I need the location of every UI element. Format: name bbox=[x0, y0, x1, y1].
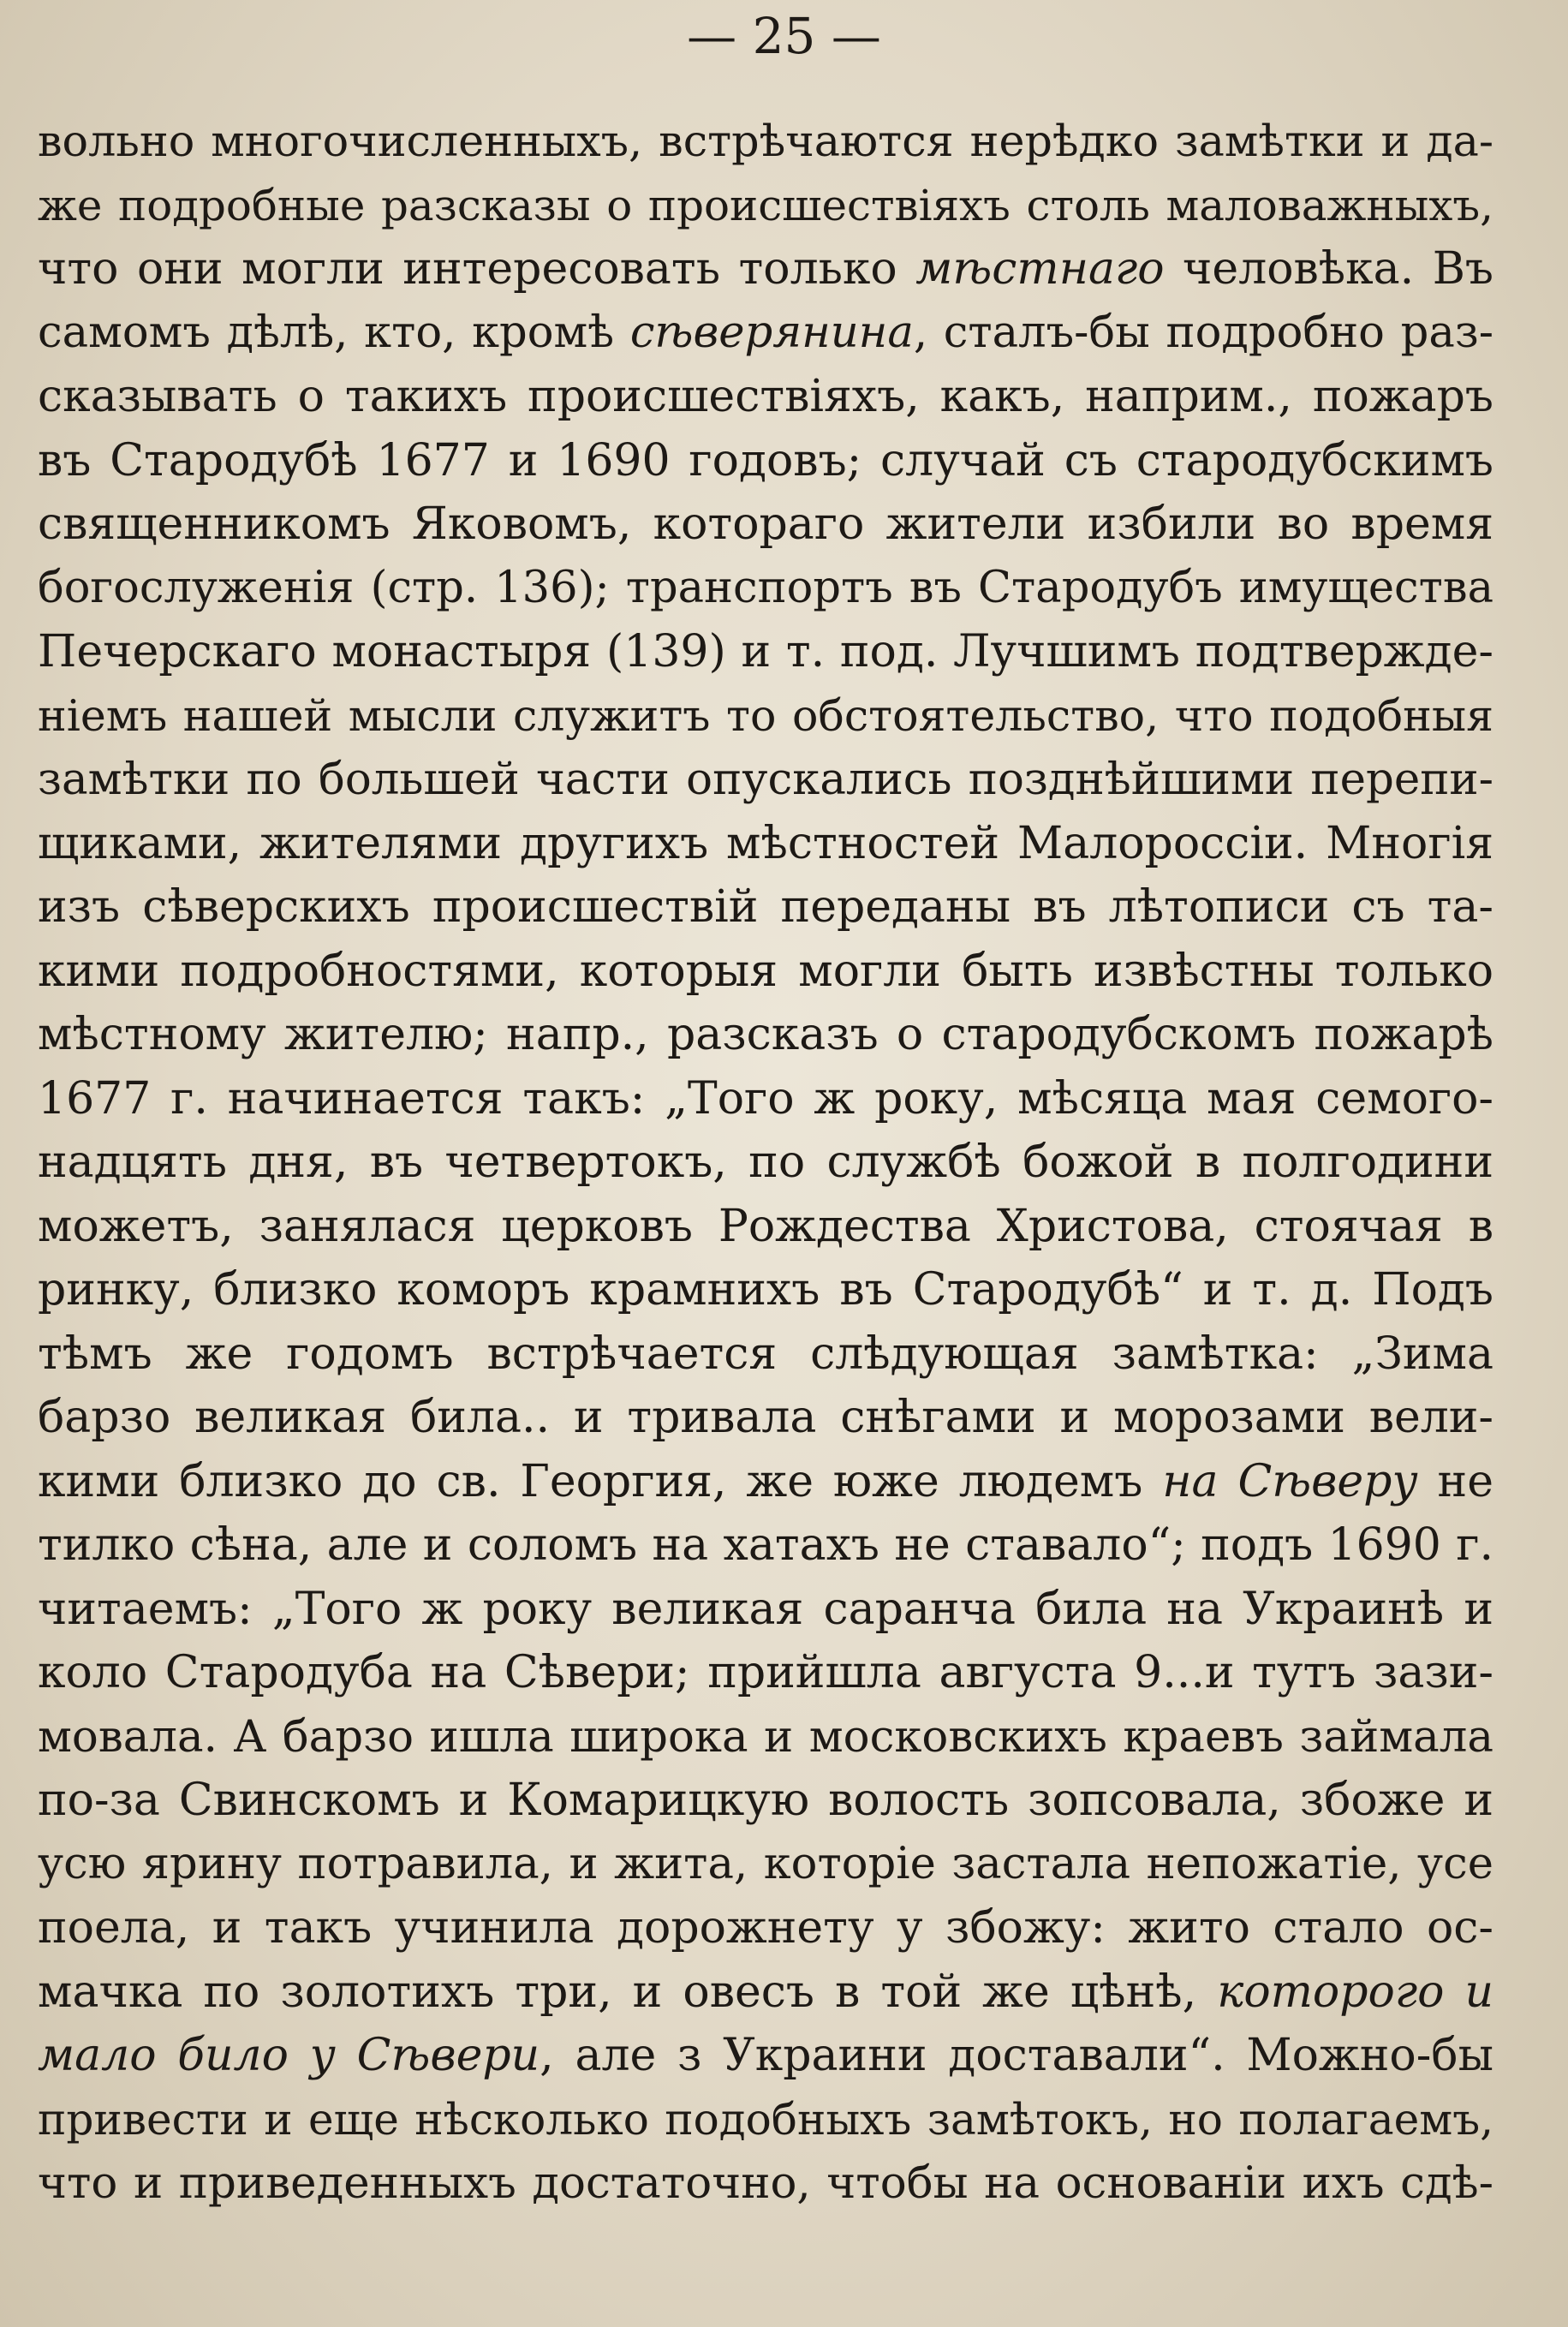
text-run: кими подробностями, которыя могли быть извѣстны только bbox=[38, 945, 1493, 997]
text-run: по-за Свинскомъ и Комарицкую волость зопсовала, збоже и bbox=[38, 1775, 1493, 1826]
text-line bbox=[38, 1386, 1493, 1450]
text-line bbox=[38, 1258, 1493, 1322]
text-line bbox=[38, 174, 1493, 238]
text-line bbox=[38, 557, 1493, 621]
text-run: вольно многочисленныхъ, встрѣчаются нерѣдко замѣтки и да- bbox=[38, 116, 1493, 166]
text-line bbox=[38, 2151, 1493, 2216]
text-run: человѣка. Въ bbox=[1164, 243, 1494, 295]
text-line bbox=[38, 2024, 1493, 2088]
text-run: самомъ дѣлѣ, кто, кромѣ bbox=[38, 307, 630, 358]
text-run: 1677 г. начинается такъ: „Того ж року, мѣсяца мая семого- bbox=[38, 1072, 1493, 1125]
text-run: усю ярину потравила, и жита, которіе застала непожатіе, усе bbox=[38, 1838, 1493, 1889]
text-run: же подробные разсказы о происшествіяхъ столь маловажныхъ, bbox=[38, 180, 1493, 230]
text-run: богослуженія (стр. 136); транспортъ въ Стародубъ имущества bbox=[38, 562, 1493, 613]
text-run: изъ сѣверскихъ происшествій переданы въ лѣтописи съ та- bbox=[38, 881, 1493, 933]
text-line bbox=[38, 110, 1493, 174]
italic-text: мало било у Сѣвери bbox=[38, 2030, 540, 2081]
text-line bbox=[38, 1322, 1493, 1387]
page-number-dash-right: — bbox=[815, 7, 881, 65]
text-line bbox=[38, 875, 1493, 940]
text-run: мачка по золотихъ три, и овесъ в той же цѣнѣ, bbox=[38, 1966, 1218, 2018]
text-run: въ Стародубѣ 1677 и 1690 годовъ; случай съ стародубскимъ bbox=[38, 434, 1493, 486]
text-run: ніемъ нашей мысли служитъ то обстоятельство, что подобныя bbox=[38, 689, 1493, 741]
text-run: щиками, жителями другихъ мѣстностей Малороссіи. Многія bbox=[38, 817, 1493, 869]
text-line bbox=[38, 1067, 1493, 1131]
text-run: кими близко до св. Георгия, же юже людемъ bbox=[38, 1455, 1163, 1507]
text-line bbox=[38, 1195, 1493, 1259]
text-line bbox=[38, 1513, 1493, 1578]
text-line bbox=[38, 1003, 1493, 1067]
text-run: надцять дня, въ четвертокъ, по службѣ божой в полгодини bbox=[38, 1137, 1493, 1188]
text-run: коло Стародуба на Сѣвери; прийшла августа 9...и тутъ зази- bbox=[38, 1647, 1493, 1698]
body-text bbox=[38, 110, 1493, 2216]
text-line bbox=[38, 748, 1493, 812]
text-line bbox=[38, 1578, 1493, 1642]
text-line bbox=[38, 1131, 1493, 1195]
text-run: можетъ, занялася церковъ Рождества Христова, стоячая в bbox=[38, 1200, 1493, 1252]
text-run: не bbox=[1417, 1455, 1493, 1507]
page-number-value: 25 bbox=[752, 7, 816, 65]
page-number-dash-left: — bbox=[687, 7, 753, 65]
text-run: привести и еще нѣсколько подобныхъ замѣтокъ, но полагаемъ, bbox=[38, 2094, 1493, 2145]
text-run: ринку, близко коморъ крамнихъ въ Стародубѣ“ и т. д. Подъ bbox=[38, 1264, 1493, 1316]
text-run: , сталъ-бы подробно раз- bbox=[913, 307, 1493, 358]
text-line bbox=[38, 1960, 1493, 2025]
text-run: читаемъ: „Того ж року великая саранча била на Украинѣ и bbox=[38, 1583, 1493, 1635]
text-line bbox=[38, 684, 1493, 749]
text-run: священникомъ Яковомъ, котораго жители избили во время bbox=[38, 498, 1493, 550]
italic-text: которого и bbox=[1217, 1966, 1493, 2018]
text-line bbox=[38, 1450, 1493, 1514]
text-run: мѣстному жителю; напр., разсказъ о стародубскомъ пожарѣ bbox=[38, 1009, 1493, 1060]
text-run: что они могли интересовать только bbox=[38, 243, 916, 295]
text-run: что и приведенныхъ достаточно, чтобы на основаніи ихъ сдѣ- bbox=[38, 2157, 1493, 2209]
text-line bbox=[38, 812, 1493, 876]
text-line bbox=[38, 1705, 1493, 1769]
text-line bbox=[38, 429, 1493, 493]
text-line bbox=[38, 1896, 1493, 1960]
text-line bbox=[38, 237, 1493, 301]
text-line bbox=[38, 940, 1493, 1004]
text-run: тѣмъ же годомъ встрѣчается слѣдующая замѣтка: „Зима bbox=[38, 1328, 1493, 1380]
italic-text: сѣверянина bbox=[629, 307, 914, 358]
page-number bbox=[0, 7, 1568, 65]
text-line bbox=[38, 620, 1493, 684]
italic-text: на Сѣверу bbox=[1162, 1455, 1418, 1507]
text-run: барзо великая била.. и тривала снѣгами и морозами вели- bbox=[38, 1392, 1493, 1443]
text-line bbox=[38, 2088, 1493, 2152]
text-line bbox=[38, 365, 1493, 429]
text-line bbox=[38, 301, 1493, 366]
text-run: поела, и такъ учинила дорожнету у збожу: жито стало ос- bbox=[38, 1902, 1493, 1954]
text-run: , але з Украини доставали“. Можно-бы bbox=[540, 2030, 1493, 2081]
text-run: замѣтки по большей части опускались позднѣйшими перепи- bbox=[38, 754, 1493, 805]
text-run: мовала. А барзо ишла широка и московскихъ краевъ займала bbox=[38, 1710, 1493, 1763]
text-run: Печерскаго монастыря (139) и т. под. Лучшимъ подтвержде- bbox=[38, 626, 1493, 677]
text-run: сказывать о такихъ происшествіяхъ, какъ, наприм., пожаръ bbox=[38, 371, 1493, 422]
text-line bbox=[38, 1641, 1493, 1705]
text-line bbox=[38, 1833, 1493, 1897]
text-line bbox=[38, 492, 1493, 557]
text-line bbox=[38, 1769, 1493, 1833]
text-run: тилко сѣна, але и соломъ на хатахъ не ставало“; подъ 1690 г. bbox=[38, 1519, 1493, 1571]
italic-text: мѣстнаго bbox=[915, 243, 1165, 295]
